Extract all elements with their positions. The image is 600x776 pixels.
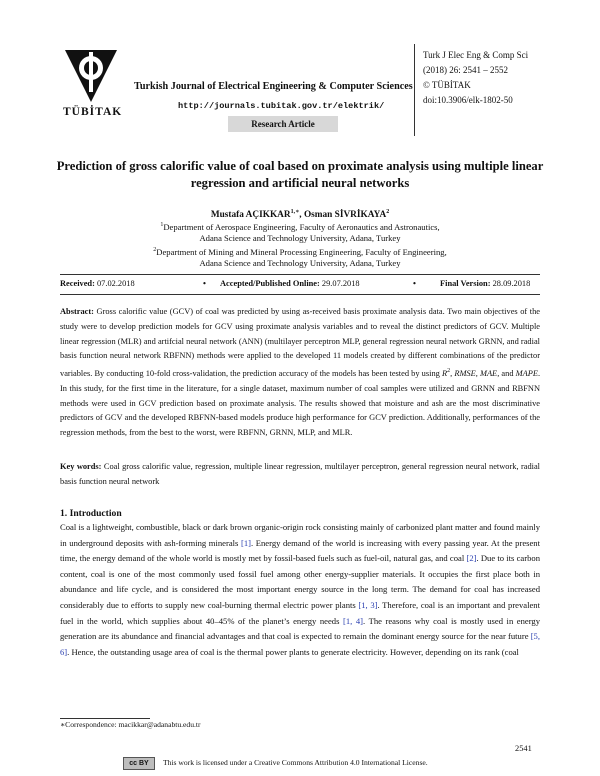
journal-name: Turkish Journal of Electrical Engineering & Computer Sciences <box>134 81 413 92</box>
date-separator: • <box>413 279 416 288</box>
keywords-label: Key words: <box>60 462 102 471</box>
author-name: Osman SİVRİKAYA <box>303 210 387 221</box>
section-heading: 1. Introduction <box>60 508 122 519</box>
citation-link[interactable]: [1] <box>241 537 252 548</box>
author-name: Mustafa AÇIKKAR <box>210 210 291 221</box>
citation-link[interactable]: [5, 6] <box>60 631 540 657</box>
citation-line: © TÜBİTAK <box>423 80 471 90</box>
citation-block <box>423 48 528 108</box>
abstract: Abstract: Gross calorific value (GCV) of coal was predicted by using as-received basis proximate analysis data. Two main objectives of the study were to develop prediction models for GCV using proximate analysis variables and to reveal the distinct predictors of GCV. Multiple linear regression (MLR) and artifcial neural network (ANN) (multilayer perceptron MLP, general regression neural network GRNN, and radial basis function neural network RBFNN) methods were applied to the developed 11 models created by different combinations of the predictor variables. By conducting 10-fold cross-validation, the prediction accuracy of the models has been tested by using $R^2$, RMSE, MAE, and MAPE. In this study, for the first time in the literature, for a single dataset, maximum number of coal samples were utilized and GRNN and RBFNN methods were used in GCV prediction based on proximate analysis. The results showed that moisture and ash are the most discriminative predictors of GCV and the developed RBFNN-based models produce high performance for GCV prediction. Additionally, performances of the regression methods, from the best to the worst, were RBFNN, GRNN, MLP, and MLR. <box>60 307 541 438</box>
citation-line: Turk J Elec Eng & Comp Sci <box>423 50 529 60</box>
author-sup: 2 <box>386 209 390 215</box>
cc-license-icon[interactable]: cc BY <box>123 757 155 770</box>
abstract-label: Abstract: <box>60 307 94 316</box>
affiliation-line: Adana Science and Technology University, Adana, Turkey <box>199 233 401 244</box>
keywords: Key words: Coal gross calorific value, regression, multiple linear regression, multilayer perceptron, general regression neural network, radial basis function neural network <box>60 462 541 486</box>
citation-link[interactable]: [2] <box>466 553 477 564</box>
final-date: Final Version: 28.09.2018 <box>440 279 531 288</box>
citation-line[interactable]: doi:10.3906/elk-1802-50 <box>423 95 513 105</box>
header-divider <box>414 44 415 136</box>
affiliation: $^2$Department of Mining and Mineral Processing Engineering, Faculty of Engineering, <box>153 246 447 257</box>
affiliation-line: Adana Science and Technology University, Adana, Turkey <box>199 258 401 269</box>
logo-wordmark: TÜBİTAK <box>63 106 123 118</box>
affiliation: $^1$Department of Aerospace Engineering, Faculty of Aeronautics and Astronautics, <box>160 221 440 232</box>
dates-bar <box>60 274 540 295</box>
paper-title: Prediction of gross calorific value of coal based on proximate analysis using multiple linear regression and artificial neural networks <box>56 159 544 190</box>
citation-link[interactable]: [1, 4] <box>343 615 364 626</box>
date-separator: • <box>203 279 206 288</box>
correspondence-footnote: ∗Correspondence: macikkar@adanabtu.edu.tr <box>60 720 201 729</box>
article-type-badge: Research Article <box>228 116 338 132</box>
citation-line: (2018) 26: 2541 – 2552 <box>423 65 508 75</box>
received-date: Received: 07.02.2018 <box>60 279 135 288</box>
citation-link[interactable]: [1, 3] <box>358 599 378 610</box>
journal-url[interactable]: http://journals.tubitak.gov.tr/elektrik/ <box>178 101 385 111</box>
tubitak-logo <box>63 48 119 104</box>
introduction-paragraph: Coal is a lightweight, combustible, black or dark brown organic-origin rock consisting mainly of carbonized plant matter and found mainly in underground deposits with ash-forming minerals [1]. Energy demand of the world is increasing with every passing year. At the present time, the energy demand of the whole world is mostly met by fossil-based fuels such as fuel-oil, natural gas, and coal [2]. Due to its carbon content, coal is one of the most commonly used fossil fuel among other energy-supplier materials. It occupies the first place both in abundance and life cycle, and is considered the most important energy source in the long term. The demand for coal has increased considerably due to efforts to supply new coal-burning thermal electric power plants [1, 3]. Therefore, coal is an important and prevalent fuel in the world, which supplies about 40–45% of the planet’s energy needs [1, 4]. The reasons why coal is mostly used in energy generation are its abundance and financial advantages and that coal is expected to remain the dominant energy source for the near future [5, 6]. Hence, the outstanding usage area of coal is the thermal power plants to generate electricity. However, depending on its rank (coal <box>60 522 541 657</box>
accepted-date: Accepted/Published Online: 29.07.2018 <box>220 279 360 288</box>
authors: Mustafa $AÇIKKAR^{1,∗}$, Osman SİVRİKAYA$^2$ <box>210 209 390 221</box>
page-number: 2541 <box>515 744 532 753</box>
footnote-rule <box>60 718 150 719</box>
author-sup: 1,∗ <box>290 209 300 215</box>
license-text: This work is licensed under a Creative Commons Attribution 4.0 International License. <box>163 758 428 767</box>
affiliations <box>40 220 560 270</box>
